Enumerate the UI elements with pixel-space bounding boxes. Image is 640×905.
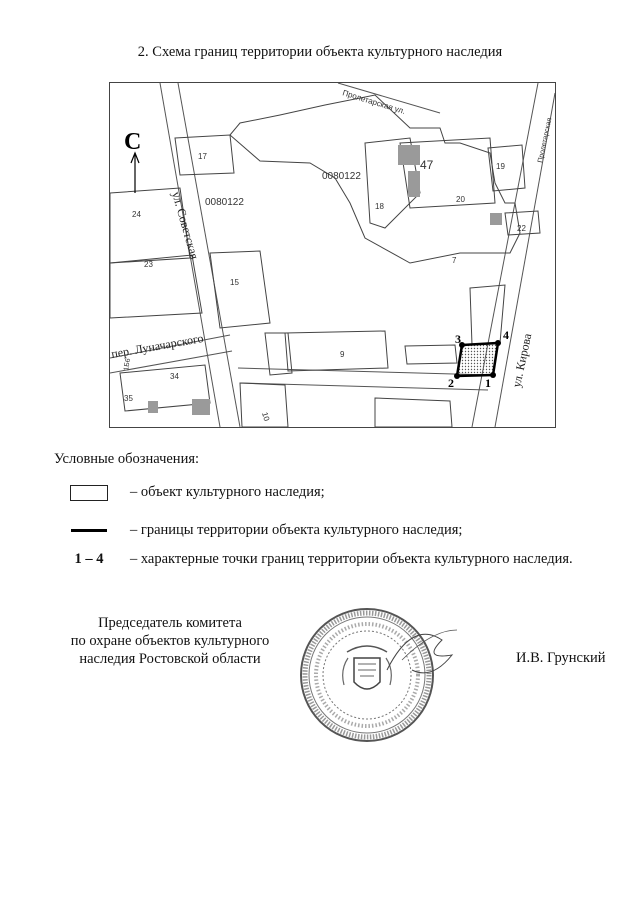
lot-label: 15	[230, 278, 239, 287]
boundary-point-1-label: 1	[485, 376, 491, 390]
street-label-kirova: ул. Кирова	[509, 332, 535, 389]
lot-label: 22	[517, 224, 526, 233]
main-block-outline	[230, 95, 520, 263]
building-grey-47	[398, 145, 420, 165]
signatory-line-2: по охране объектов культурного	[70, 633, 270, 649]
legend-points-symbol: 1 – 4	[74, 551, 104, 567]
building-grey-34	[192, 399, 210, 415]
boundary-point-3-label: 3	[455, 332, 461, 346]
legend-box-symbol	[70, 485, 108, 501]
lot-label: 47	[420, 158, 434, 172]
legend-item-boundary	[60, 522, 462, 539]
lot-small-outline	[405, 345, 457, 364]
street-label-proletarskaya: Пролетарская ул.	[341, 88, 407, 116]
street-label-lunacharskogo: пер. Луначарского	[110, 330, 205, 361]
legend-item-text: – объект культурного наследия;	[130, 484, 325, 500]
boundary-point-2-label: 2	[448, 376, 454, 390]
lot-north-of-object-outline	[470, 285, 505, 345]
cadastral-number-2: 0080122	[322, 171, 361, 182]
lot-label: 19	[496, 162, 505, 171]
building-grey-47b	[408, 171, 420, 197]
signatory-line-3: наследия Ростовской области	[79, 651, 261, 667]
boundary-point-2-marker	[454, 373, 460, 379]
building-grey-22	[490, 213, 502, 225]
lot-label: 17	[198, 152, 207, 161]
heritage-object-boundary	[457, 343, 498, 376]
street-label-right-top: Пролетарская	[537, 117, 554, 164]
signatory-name: И.В. Грунский	[516, 650, 606, 666]
lot-label: 24	[132, 210, 141, 219]
boundary-point-4-marker	[495, 340, 501, 346]
document-title: 2. Схема границ территории объекта культурного наследия	[137, 44, 503, 60]
lot-label: 18	[375, 202, 384, 211]
boundary-map	[109, 82, 556, 428]
lot-label: 34	[170, 372, 179, 381]
lot-label: 7	[452, 256, 457, 265]
signatory-position	[40, 614, 300, 668]
lot-15-outline	[210, 251, 270, 328]
legend-title: Условные обозначения:	[54, 451, 200, 467]
legend-item-text: – характерные точки границ территории объекта культурного наследия.	[130, 551, 573, 567]
lot-label: 20	[456, 195, 465, 204]
lot-label: 10	[260, 411, 272, 423]
street-label-sovetskaya: ул. Советская	[169, 189, 202, 261]
legend-item-heritage-object	[60, 484, 325, 501]
lot-bottom-outline	[375, 398, 452, 427]
map-canvas	[110, 83, 555, 427]
legend-item-points	[60, 551, 573, 568]
lot-label: 23	[144, 260, 153, 269]
cadastral-number-1: 0080122	[205, 197, 244, 208]
lot-label-small: 1Б6	[123, 357, 133, 372]
north-label: С	[124, 129, 142, 155]
legend-item-text: – границы территории объекта культурного наследия;	[130, 522, 463, 538]
legend-line-symbol	[71, 529, 107, 532]
boundary-point-4-label: 4	[503, 328, 509, 342]
signatory-line-1: Председатель комитета	[98, 615, 242, 631]
lot-9-outline	[285, 331, 388, 371]
lot-23-outline	[110, 255, 202, 318]
lot-label: 9	[340, 350, 345, 359]
lot-label: 35	[124, 394, 133, 403]
official-seal-with-signature	[292, 600, 472, 750]
building-grey-35	[148, 401, 158, 413]
